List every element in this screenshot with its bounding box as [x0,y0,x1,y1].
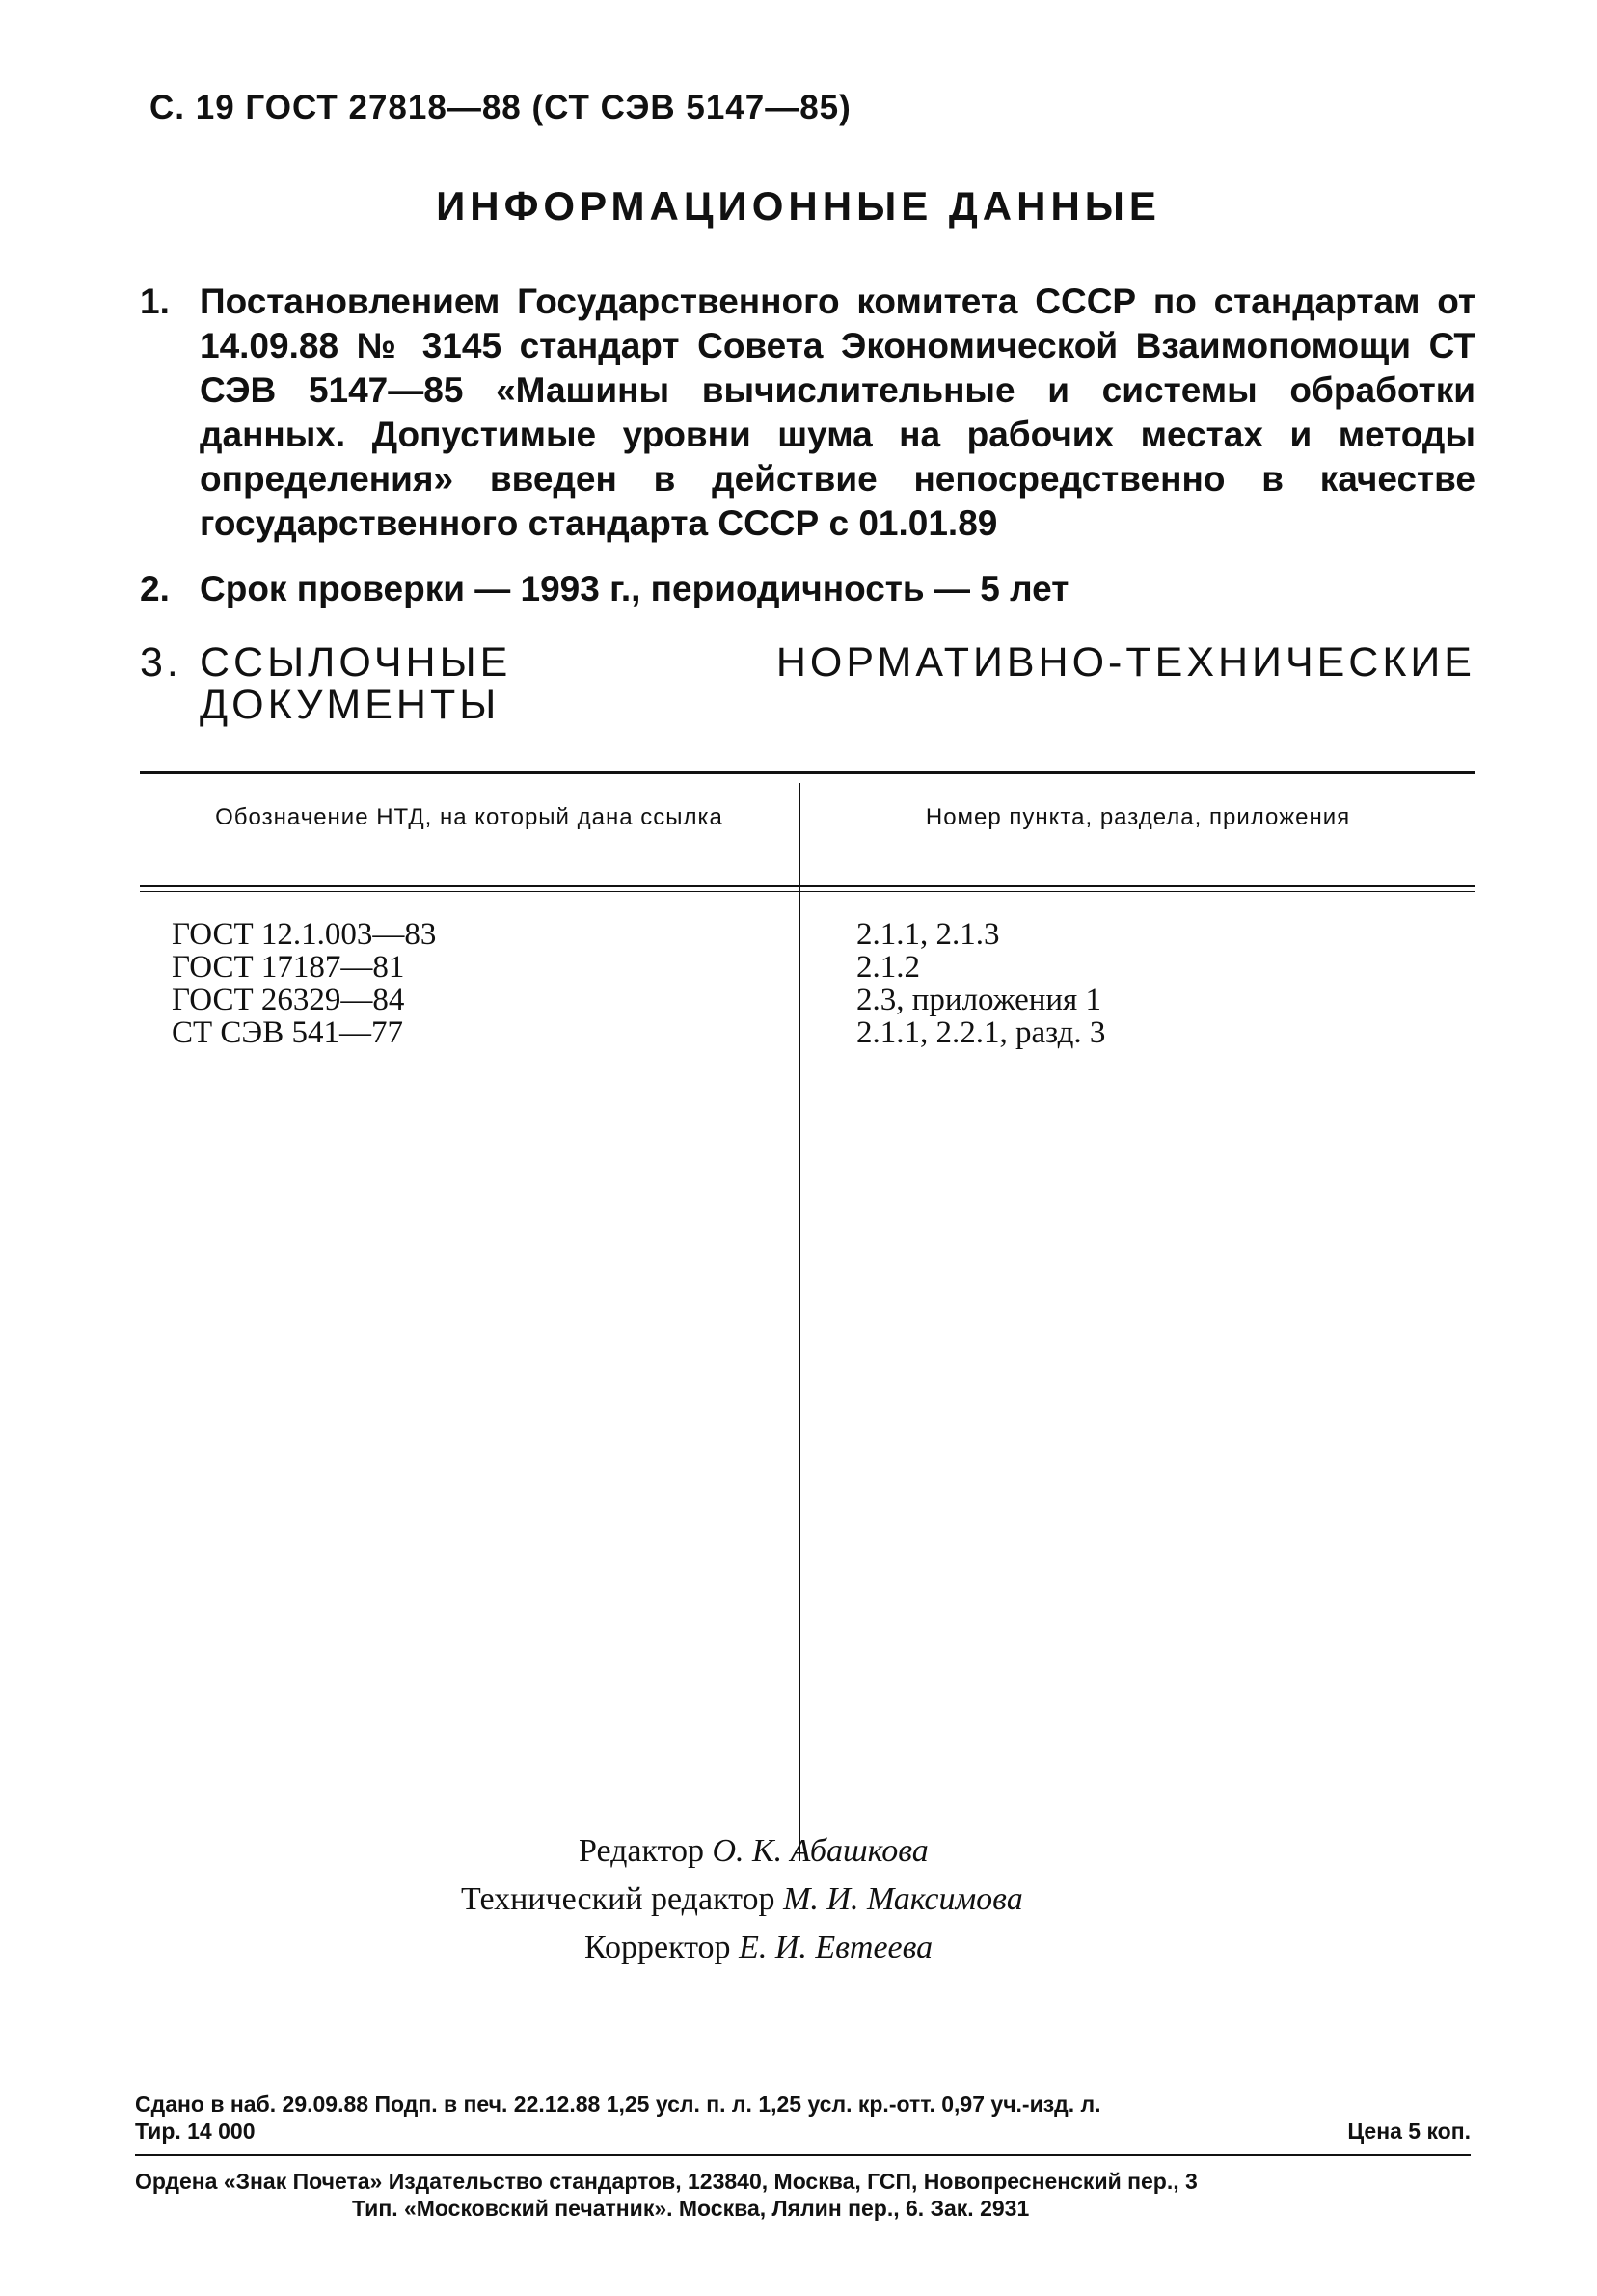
imprint-divider [135,2154,1471,2156]
info-item-1 [140,280,1475,546]
clause-cell: 2.1.2 [856,950,920,985]
designation-cell: СТ СЭВ 541—77 [172,1015,403,1050]
table-row [140,918,1475,951]
credit-name: Е. И. Евтеева [739,1930,934,1965]
imprint-price: Цена 5 коп. [1347,2119,1471,2144]
publisher-line: Ордена «Знак Почета» Издательство стандартов, 123840, Москва, ГСП, Новопресненский пер., 3 [135,2169,1198,2194]
imprint-line: Сдано в наб. 29.09.88 Подп. в печ. 22.12.88 1,25 усл. п. л. 1,25 усл. кр.-отт. 0,97 уч.-изд. л. [135,2092,1101,2117]
item-number: 3. [140,639,182,686]
publisher-info [135,2168,1471,2222]
item-number: 1. [140,282,170,321]
clause-cell: 2.1.1, 2.2.1, разд. 3 [856,1015,1106,1050]
table-header-clause: Номер пункта, раздела, приложения [925,804,1351,830]
item-text: ССЫЛОЧНЫЕ НОРМАТИВНО-ТЕХНИЧЕСКИЕ ДОКУМЕНТЫ [200,639,1475,728]
credit-editor [579,1827,929,1876]
designation-cell: ГОСТ 12.1.003—83 [172,917,437,952]
clause-cell: 2.3, приложения 1 [856,983,1101,1017]
credit-role: Редактор [579,1833,704,1869]
item-number: 2. [140,569,170,608]
table-top-rule [140,771,1475,774]
table-header-rule-secondary [140,891,1475,892]
designation-cell: ГОСТ 26329—84 [172,983,405,1017]
table-row [140,951,1475,984]
page-header: С. 19 ГОСТ 27818—88 (СТ СЭВ 5147—85) [149,89,852,126]
info-item-2 [140,567,1475,611]
item-text: Постановлением Государственного комитета СССР по стандартам от 14.09.88 № 3145 стандарт Совета Экономической Взаимопомощи СТ СЭВ 5147—85 «Машины вычислительные и системы обработки данных. Допустимые уровни шума на рабочих местах и методы определения» введен в действие непосредственно в качестве государственного стандарта СССР с 01.01.89 [200,282,1475,543]
imprint-circulation: Тир. 14 000 [135,2119,256,2144]
clause-cell: 2.1.1, 2.1.3 [856,917,1000,952]
table-row [140,1016,1475,1049]
table-header-designation: Обозначение НТД, на который дана ссылка [215,804,723,830]
table-header-rule [140,885,1475,887]
item-text: Срок проверки — 1993 г., периодичность — 5 лет [200,569,1069,608]
credit-role: Технический редактор [461,1881,775,1917]
credit-name: О. К. Абашкова [712,1833,929,1869]
info-item-3 [140,641,1475,726]
printer-line: Тип. «Московский печатник». Москва, Лялин пер., 6. Зак. 2931 [352,2196,1030,2221]
credit-tech-editor [461,1876,1023,1924]
designation-cell: ГОСТ 17187—81 [172,950,405,985]
table-body [140,918,1475,1049]
table-row [140,984,1475,1016]
print-imprint [135,2091,1471,2145]
document-title: ИНФОРМАЦИОННЫЕ ДАННЫЕ [436,183,1161,229]
credit-role: Корректор [584,1930,731,1965]
credit-proofreader [584,1924,933,1972]
credit-name: М. И. Максимова [783,1881,1023,1917]
